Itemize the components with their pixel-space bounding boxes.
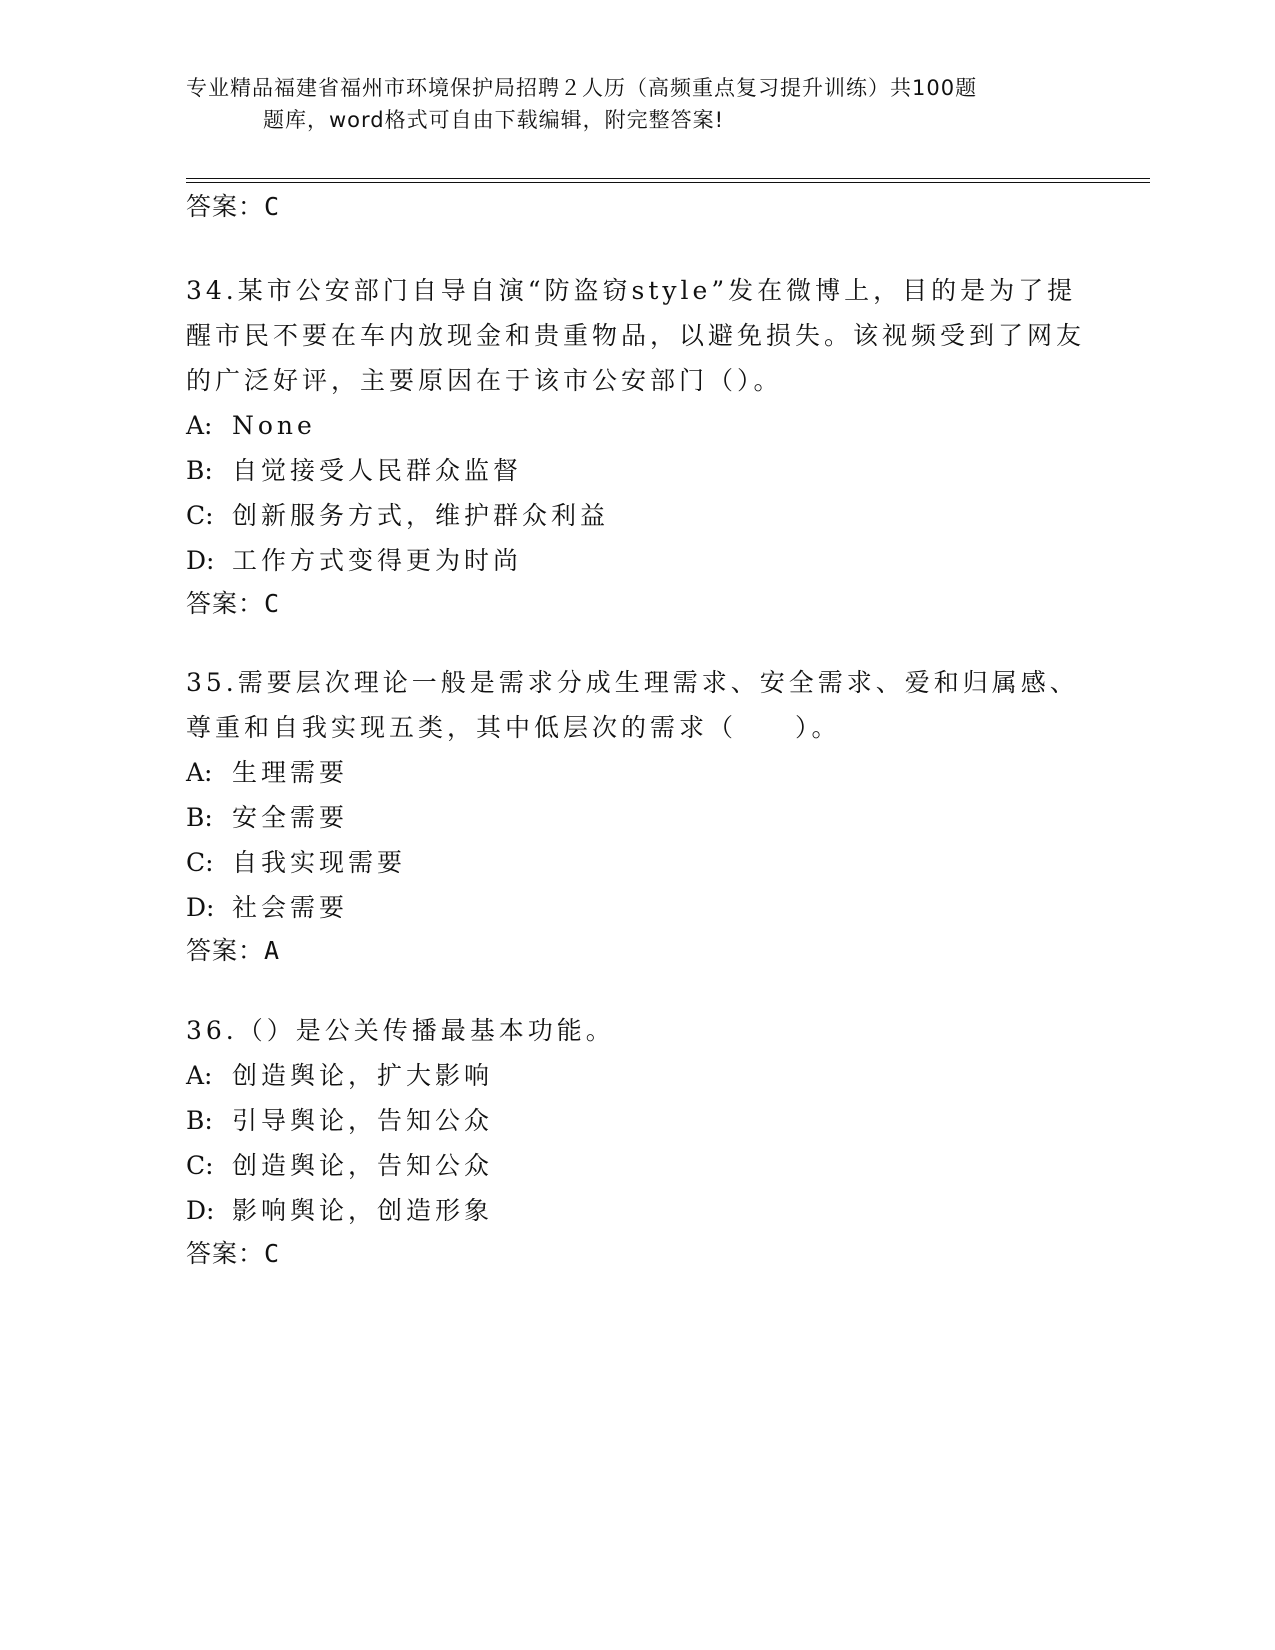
option-key: A: xyxy=(186,1061,213,1090)
option-key: B: xyxy=(186,456,213,485)
option-key: C: xyxy=(186,848,214,877)
option-text: None xyxy=(232,411,316,440)
option-key: C: xyxy=(186,1151,214,1180)
option-text: 创造舆论，告知公众 xyxy=(232,1151,494,1180)
option-a xyxy=(186,1053,1086,1098)
option-c xyxy=(186,1143,1086,1188)
option-key: A: xyxy=(186,411,213,440)
option-a xyxy=(186,403,1086,448)
option-c xyxy=(186,840,1086,885)
question-text xyxy=(186,1008,1086,1053)
option-text: 自觉接受人民群众监督 xyxy=(232,456,523,485)
answer-label: 答案： xyxy=(186,936,265,965)
option-c xyxy=(186,493,1086,538)
option-b xyxy=(186,448,1086,493)
answer-line xyxy=(186,192,1086,222)
option-text: 自我实现需要 xyxy=(232,848,407,877)
option-b xyxy=(186,1098,1086,1143)
option-text: 引导舆论，告知公众 xyxy=(232,1106,494,1135)
answer-label: 答案： xyxy=(186,589,265,618)
option-text: 创新服务方式，维护群众利益 xyxy=(232,501,610,530)
option-d xyxy=(186,538,1086,583)
option-key: B: xyxy=(186,1106,213,1135)
question-body: 需要层次理论一般是需求分成生理需求、安全需求、爱和归属感、尊重和自我实现五类，其中低层次的需求（ ）。 xyxy=(186,668,1079,742)
option-key: B: xyxy=(186,803,213,832)
question-body: 某市公安部门自导自演“防盗窃style”发在微博上，目的是为了提醒市民不要在车内放现金和贵重物品，以避免损失。该视频受到了网友的广泛好评，主要原因在于该市公安部门（）。 xyxy=(186,276,1086,395)
option-d xyxy=(186,885,1086,930)
question-text xyxy=(186,660,1086,750)
option-text: 生理需要 xyxy=(232,758,349,787)
option-key: A: xyxy=(186,758,213,787)
question-block xyxy=(186,268,1086,619)
document-header xyxy=(186,72,1086,136)
option-key: C: xyxy=(186,501,214,530)
option-text: 工作方式变得更为时尚 xyxy=(232,546,523,575)
option-text: 社会需要 xyxy=(232,893,349,922)
option-d xyxy=(186,1188,1086,1233)
question-number: 36. xyxy=(186,1016,238,1045)
header-title-line-1: 专业精品福建省福州市环境保护局招聘２人历（高频重点复习提升训练）共100题 xyxy=(186,76,978,100)
option-text: 影响舆论，创造形象 xyxy=(232,1196,494,1225)
header-divider xyxy=(186,178,1150,179)
option-b xyxy=(186,795,1086,840)
answer-line xyxy=(186,589,1086,619)
answer-label: 答案： xyxy=(186,192,265,221)
header-divider xyxy=(186,182,1150,183)
option-key: D: xyxy=(186,1196,215,1225)
answer-line xyxy=(186,1239,1086,1269)
question-number: 34. xyxy=(186,276,238,305)
answer-value: C xyxy=(264,192,281,221)
option-text: 安全需要 xyxy=(232,803,349,832)
question-number: 35. xyxy=(186,668,238,697)
answer-value: A xyxy=(264,936,281,965)
question-body: （）是公关传播最基本功能。 xyxy=(237,1016,615,1045)
question-block xyxy=(186,660,1086,966)
header-title-line-2: 题库，word格式可自由下载编辑，附完整答案! xyxy=(263,108,725,132)
answer-value: C xyxy=(264,1239,281,1268)
option-text: 创造舆论，扩大影响 xyxy=(232,1061,494,1090)
answer-value: C xyxy=(264,589,281,618)
option-key: D: xyxy=(186,546,215,575)
answer-line xyxy=(186,936,1086,966)
option-a xyxy=(186,750,1086,795)
question-block xyxy=(186,1008,1086,1269)
question-text xyxy=(186,268,1086,403)
option-key: D: xyxy=(186,893,215,922)
answer-label: 答案： xyxy=(186,1239,265,1268)
